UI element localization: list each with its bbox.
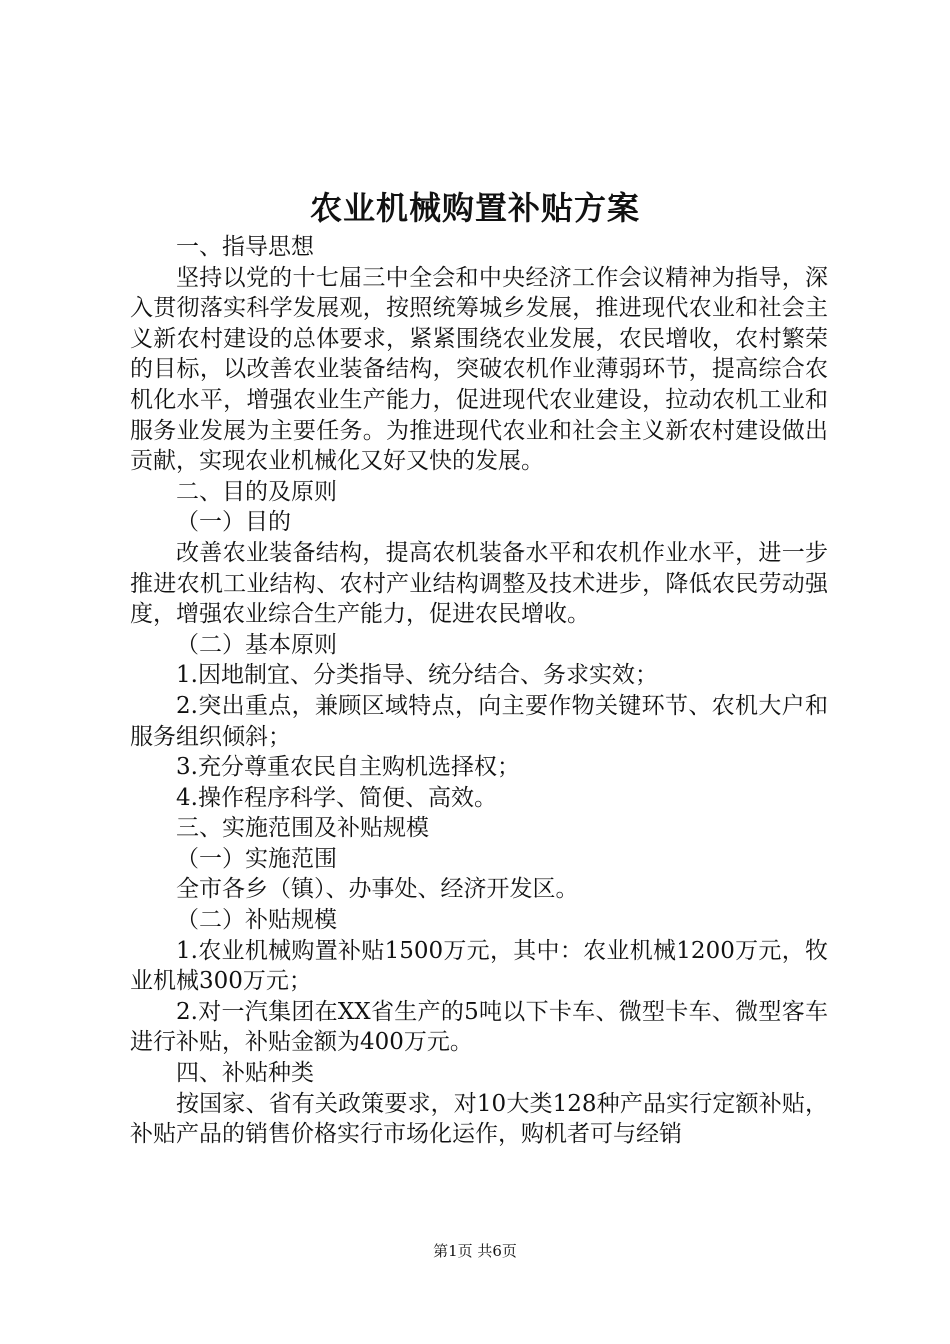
page-footer: 第1页 共6页 <box>433 1242 517 1260</box>
subsection-heading: （二）补贴规模 <box>176 907 337 934</box>
section-heading: 四、补贴种类 <box>176 1060 314 1087</box>
section-heading: 二、目的及原则 <box>176 478 337 505</box>
paragraph: 按国家、省有关政策要求，对10大类128种产品实行定额补贴，补贴产品的销售价格实行市场化运作，购机者可与经销 <box>130 1090 828 1148</box>
subsection-heading: （一）目的 <box>176 509 291 536</box>
document-body <box>130 232 828 1150</box>
list-item: 4.操作程序科学、简便、高效。 <box>176 784 497 811</box>
subsection-heading: （二）基本原则 <box>176 631 337 658</box>
paragraph: 改善农业装备结构，提高农机装备水平和农机作业水平，进一步推进农机工业结构、农村产业结构调整及技术进步，降低农民劳动强度，增强农业综合生产能力，促进农民增收。 <box>130 539 828 628</box>
list-item: 1.农业机械购置补贴1500万元，其中：农业机械1200万元，牧业机械300万元； <box>130 937 828 995</box>
paragraph: 坚持以党的十七届三中全会和中央经济工作会议精神为指导，深入贯彻落实科学发展观，按照统筹城乡发展，推进现代农业和社会主义新农村建设的总体要求，紧紧围绕农业发展，农民增收，农村繁荣的目标，以改善农业装备结构，突破农机作业薄弱环节，提高综合农机化水平，增强农业生产能力，促进现代农业建设，拉动农机工业和服务业发展为主要任务。为推进现代农业和社会主义新农村建设做出贡献，实现农业机械化又好又快的发展。 <box>130 264 828 475</box>
list-item: 3.充分尊重农民自主购机选择权； <box>176 754 520 781</box>
paragraph: 全市各乡（镇）、办事处、经济开发区。 <box>176 876 579 903</box>
list-item: 2.对一汽集团在XX省生产的5吨以下卡车、微型卡车、微型客车进行补贴，补贴金额为400万元。 <box>130 998 828 1056</box>
section-heading: 三、实施范围及补贴规模 <box>176 815 429 842</box>
list-item: 2.突出重点，兼顾区域特点，向主要作物关键环节、农机大户和服务组织倾斜； <box>130 692 828 750</box>
subsection-heading: （一）实施范围 <box>176 845 337 872</box>
list-item: 1.因地制宜、分类指导、统分结合、务求实效； <box>176 662 658 689</box>
document-title: 农业机械购置补贴方案 <box>309 189 640 227</box>
section-heading: 一、指导思想 <box>176 234 314 260</box>
